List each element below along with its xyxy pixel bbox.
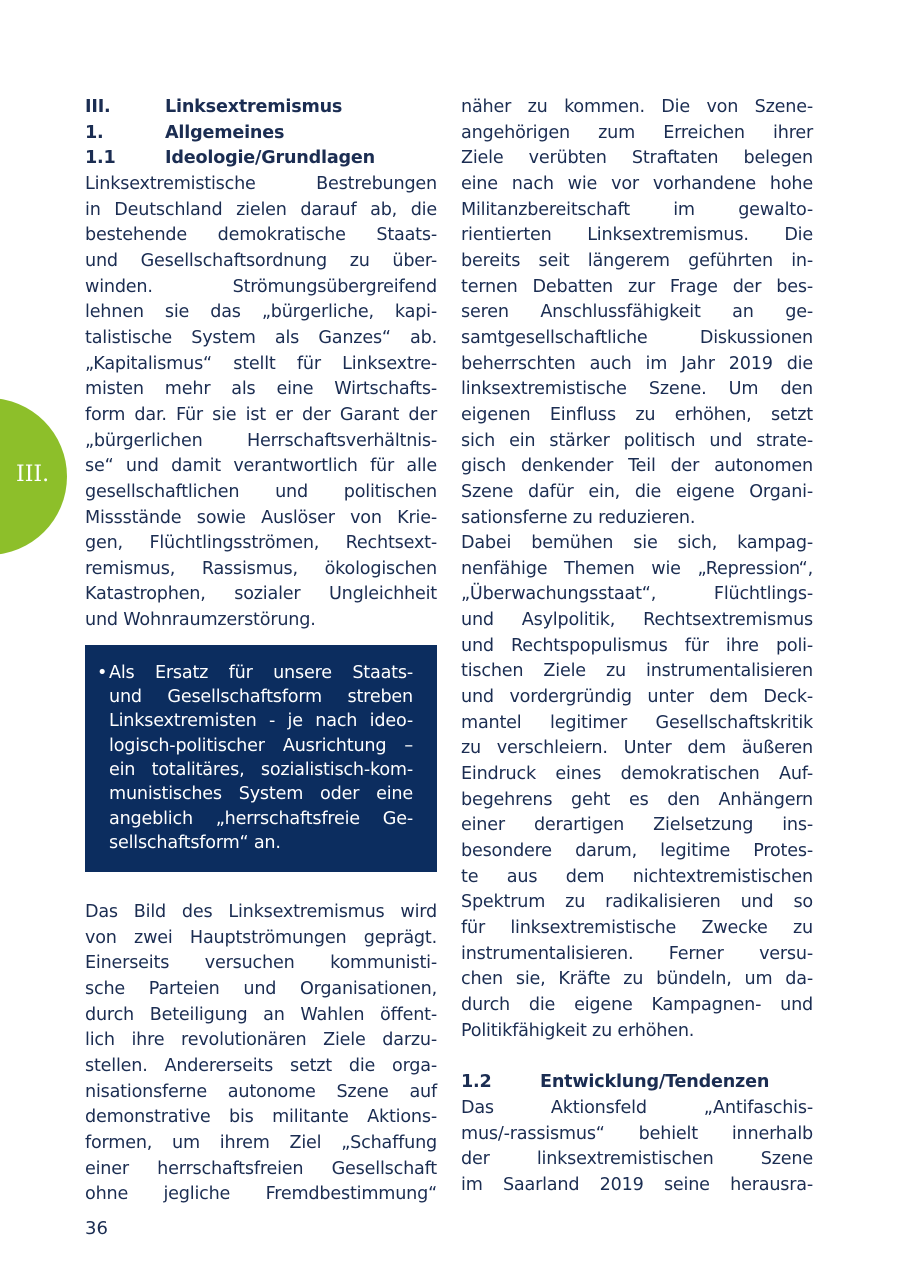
text-line: sche Parteien und Organisationen,: [85, 979, 437, 1000]
paragraph: [461, 531, 813, 1044]
text-line: und Gesellschaftsform streben: [109, 687, 413, 708]
text-line: im Saarland 2019 seine herausra-: [461, 1174, 813, 1195]
text-line: sich ein stärker politisch und strate-: [461, 430, 813, 451]
heading-number: 1.: [85, 122, 104, 143]
text-line: bereits seit längerem geführten in-: [461, 250, 813, 271]
heading-title: Entwicklung/Tendenzen: [540, 1072, 770, 1093]
text-line: ohne jegliche Fremdbestimmung“: [85, 1184, 437, 1205]
text-line: bestehende demokratische Staats-: [85, 225, 437, 246]
bullet-icon: •: [97, 662, 108, 683]
text-line: seren Anschlussfähigkeit an ge-: [461, 302, 813, 323]
text-line: tischen Ziele zu instrumentalisieren: [461, 661, 813, 682]
text-line: stellen. Andererseits setzt die orga-: [85, 1056, 437, 1077]
text-line: nenfähige Themen wie „Repression“,: [461, 558, 813, 579]
text-line: „bürgerlichen Herrschaftsverhältnis-: [85, 430, 437, 451]
text-line: zu verschleiern. Unter dem äußeren: [461, 738, 813, 759]
paragraph: [461, 1096, 813, 1199]
text-line: ternen Debatten zur Frage der bes-: [461, 276, 813, 297]
text-line: begehrens geht es den Anhängern: [461, 789, 813, 810]
text-line: Eindruck eines demokratischen Auf-: [461, 764, 813, 785]
text-line: Ziele verübten Straftaten belegen: [461, 148, 813, 169]
text-line: in Deutschland zielen darauf ab, die: [85, 199, 437, 220]
chapter-tab-label: III.: [16, 462, 50, 487]
text-line: te aus dem nichtextremistischen: [461, 866, 813, 887]
text-line: gisch denkender Teil der autonomen: [461, 456, 813, 477]
heading-section: [85, 121, 437, 147]
text-line: form dar. Für sie ist er der Garant der: [85, 404, 437, 425]
text-line: mus/-rassismus“ behielt innerhalb: [461, 1123, 813, 1144]
heading-number: III.: [85, 97, 111, 117]
text-line: angeblich „herrschaftsfreie Ge-: [109, 808, 413, 829]
text-line: nisationsferne autonome Szene auf: [85, 1081, 437, 1102]
text-line: beherrschten auch im Jahr 2019 die: [461, 353, 813, 374]
text-line: und Gesellschaftsordnung zu über-: [85, 250, 437, 271]
page-number: 36: [85, 1218, 108, 1239]
text-line: misten mehr als eine Wirtschafts-: [85, 379, 437, 400]
text-line: Missstände sowie Auslöser von Krie-: [85, 507, 437, 528]
heading-subsection: [85, 146, 437, 172]
text-line: lehnen sie das „bürgerliche, kapi-: [85, 302, 437, 323]
text-line: durch die eigene Kampagnen- und: [461, 994, 813, 1015]
text-line: von zwei Hauptströmungen geprägt.: [85, 927, 437, 948]
text-line: und Wohnraumzerstörung.: [85, 610, 316, 631]
text-line: und vordergründig unter dem Deck-: [461, 687, 813, 708]
text-line: für linksextremistische Zwecke zu: [461, 918, 813, 938]
heading-chapter: [85, 95, 437, 121]
text-line: se“ und damit verantwortlich für alle: [85, 456, 437, 477]
heading-number: 1.2: [461, 1072, 492, 1093]
text-line: eigenen Einfluss zu erhöhen, setzt: [461, 404, 813, 425]
text-line: Politikfähigkeit zu erhöhen.: [461, 1020, 695, 1041]
text-line: Einerseits versuchen kommunisti-: [85, 953, 437, 974]
text-line: talistische System als Ganzes“ ab.: [85, 327, 437, 348]
paragraph: [461, 95, 813, 531]
text-line: logisch-politischer Ausrichtung –: [109, 735, 413, 756]
text-line: lich ihre revolutionären Ziele darzu-: [85, 1030, 437, 1051]
text-line: und Asylpolitik, Rechtsextremismus: [461, 610, 813, 631]
text-line: Als Ersatz für unsere Staats-: [109, 662, 413, 683]
text-line: besondere darum, legitime Protes-: [461, 841, 813, 862]
heading-number: 1.1: [85, 148, 116, 169]
text-line: Katastrophen, sozialer Ungleichheit: [85, 584, 437, 605]
text-line: Szene dafür ein, die eigene Organi-: [461, 481, 813, 502]
text-line: sellschaftsform“ an.: [109, 832, 281, 853]
text-line: Linksextremisten - je nach ideo-: [109, 711, 413, 732]
text-line: gen, Flüchtlingsströmen, Rechtsext-: [85, 533, 437, 554]
heading-subsection: [461, 1070, 813, 1096]
text-line: ein totalitäres, sozialistisch-kom-: [109, 759, 413, 780]
text-line: Militanzbereitschaft im gewalto-: [461, 199, 813, 220]
text-line: instrumentalisieren. Ferner versu-: [461, 943, 813, 964]
text-line: remismus, Rassismus, ökologischen: [85, 558, 437, 579]
text-line: chen sie, Kräfte zu bündeln, um da-: [461, 969, 813, 990]
text-line: einer herrschaftsfreien Gesellschaft: [85, 1158, 437, 1179]
text-line: Das Aktionsfeld „Antifaschis-: [461, 1097, 813, 1118]
heading-title: Linksextremismus: [165, 97, 343, 117]
text-line: demonstrative bis militante Aktions-: [85, 1107, 437, 1128]
heading-title: Ideologie/Grundlagen: [165, 148, 375, 169]
text-line: sationsferne zu reduzieren.: [461, 507, 696, 528]
text-line: Das Bild des Linksextremismus wird: [85, 902, 437, 923]
text-line: eine nach wie vor vorhandene hohe: [461, 173, 813, 194]
paragraph: [85, 900, 437, 1208]
text-line: näher zu kommen. Die von Szene-: [461, 97, 813, 117]
text-line: „Kapitalismus“ stellt für Linksextre-: [85, 353, 437, 374]
text-line: der linksextremistischen Szene: [461, 1149, 813, 1170]
heading-title: Allgemeines: [165, 122, 285, 143]
text-line: Dabei bemühen sie sich, kampag-: [461, 533, 813, 554]
text-line: gesellschaftlichen und politischen: [85, 481, 437, 502]
text-line: linksextremistische Szene. Um den: [461, 379, 813, 400]
text-line: winden. Strömungsübergreifend: [85, 276, 437, 297]
text-line: rientierten Linksextremismus. Die: [461, 225, 813, 246]
text-line: angehörigen zum Erreichen ihrer: [461, 122, 813, 143]
right-column: [461, 95, 813, 1199]
text-line: samtgesellschaftliche Diskussionen: [461, 327, 813, 348]
text-line: Spektrum zu radikalisieren und so: [461, 892, 813, 913]
text-line: formen, um ihrem Ziel „Schaffung: [85, 1133, 437, 1154]
text-line: „Überwachungsstaat“, Flüchtlings-: [461, 584, 813, 605]
text-line: Linksextremistische Bestrebungen: [85, 173, 437, 194]
text-line: und Rechtspopulismus für ihre poli-: [461, 635, 813, 656]
text-line: durch Beteiligung an Wahlen öffent-: [85, 1004, 437, 1025]
highlight-box: [85, 645, 437, 872]
left-column: [85, 95, 437, 1208]
paragraph: [85, 172, 437, 634]
text-line: munistisches System oder eine: [109, 784, 413, 805]
box-text: [109, 661, 413, 855]
text-line: mantel legitimer Gesellschaftskritik: [461, 712, 813, 733]
text-line: einer derartigen Zielsetzung ins-: [461, 815, 813, 836]
